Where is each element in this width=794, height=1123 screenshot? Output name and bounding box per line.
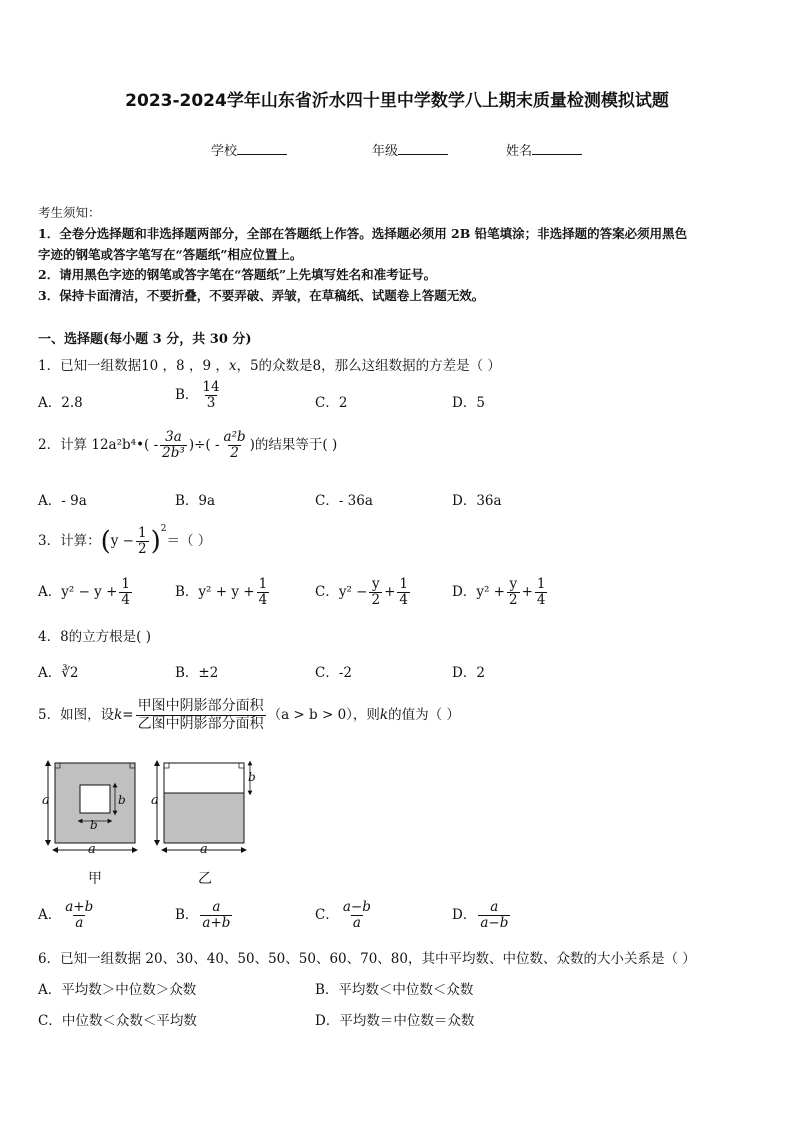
q1-option-d: D．5	[452, 395, 485, 411]
q4-option-c: C．-2	[315, 665, 352, 681]
q3-option-b: B．y² + y + $\frac{1}{4}$	[175, 576, 268, 608]
question-6-stem: 6．已知一组数据 20、30、40、50、50、50、60、70、80，其中平均数、中位数、众数的大小关系是（ ）	[38, 951, 696, 967]
q4-option-b: B．±2	[175, 665, 219, 681]
notice-item-3: 3．保持卡面清洁，不要折叠，不要弄破、弄皱，在草稿纸、试题卷上答题无效。	[38, 288, 485, 303]
q5-option-d: D． $\frac{a}{a-b}$	[452, 899, 509, 931]
notice-heading: 考生须知：	[38, 205, 101, 220]
question-5-stem: 5．如图，设k= $\frac{\text{甲图中阴影部分面积}}{\text{乙图中阴影部分面积}}$ （a > b > 0），则k的值为（ ）	[38, 698, 460, 732]
notice-item-1-line-2: 字迹的钢笔或答字笔写在“答题纸”相应位置上。	[38, 247, 303, 262]
q6-option-a: A．平均数＞中位数＞众数	[38, 982, 197, 998]
q1-option-b: B． $\frac{14}{3}$	[175, 379, 220, 411]
q3-option-a: A．y² − y + $\frac{1}{4}$	[38, 576, 131, 608]
q2-option-c: C．- 36a	[315, 493, 373, 509]
q2-option-d: D．36a	[452, 493, 502, 509]
notice-item-2: 2．请用黑色字迹的钢笔或答字笔在“答题纸”上先填写姓名和准考证号。	[38, 267, 437, 282]
q5-option-a: A． $\frac{a+b}{a}$	[38, 899, 94, 931]
q6-option-b: B．平均数＜中位数＜众数	[315, 982, 474, 998]
label-b-jia-bottom: b	[90, 818, 98, 832]
q2-option-a: A．- 9a	[38, 493, 87, 509]
label-a-yi-bottom: a	[200, 842, 208, 857]
q1-option-a: A．2.8	[38, 395, 83, 411]
q6-option-d: D．平均数＝中位数＝众数	[315, 1013, 475, 1029]
q3-option-d: D．y² + $\frac{y}{2}$ + $\frac{1}{4}$	[452, 576, 546, 608]
grade-field: 年级	[372, 140, 448, 159]
top-white-strip	[164, 763, 244, 793]
question-2-stem: 2．计算 12a²b⁴•( - $\frac{3a}{\text{2b³}}$ )÷( - $\frac{\text{a²b}}{2}$ )的结果等于( )	[38, 429, 338, 461]
question-1-stem: 1．已知一组数据10 ，8 ，9 ，x，5的众数是8，那么这组数据的方差是（ ）	[38, 358, 501, 374]
notice-item-1-line-1: 1．全卷分选择题和非选择题两部分，全部在答题纸上作答。选择题必须用 2B 铅笔填涂；非选择题的答案必须用黑色	[38, 226, 688, 241]
bottom-shaded-rect	[164, 793, 244, 843]
q5-option-b: B． $\frac{a}{a+b}$	[175, 899, 231, 931]
question-3-stem: 3．计算：(y − $\frac{1}{2}$ )$^2$＝（ ）	[38, 524, 212, 557]
figure-caption-yi: 乙	[198, 871, 212, 887]
page-title: 2023-2024学年山东省沂水四十里中学数学八上期末质量检测模拟试题	[125, 91, 669, 111]
figure-caption-jia: 甲	[88, 871, 102, 887]
label-a-jia-left: a	[42, 793, 50, 808]
section-heading: 一、选择题(每小题 3 分，共 30 分)	[38, 332, 252, 347]
q4-option-a: A．∛2	[38, 665, 79, 681]
label-a-yi-left: a	[151, 793, 159, 808]
q3-option-c: C．y² − $\frac{y}{2}$ + $\frac{1}{4}$	[315, 576, 408, 608]
q2-option-b: B．9a	[175, 493, 216, 509]
label-b-jia-right: b	[118, 793, 126, 807]
q5-option-c: C． $\frac{a-b}{a}$	[315, 899, 371, 931]
school-field: 学校	[211, 140, 287, 159]
question-4-stem: 4．8的立方根是( )	[38, 629, 152, 645]
label-b-yi-right: b	[248, 770, 256, 784]
q6-option-c: C．中位数＜众数＜平均数	[38, 1013, 197, 1029]
label-a-jia-bottom: a	[88, 842, 96, 857]
name-field: 姓名	[506, 140, 582, 159]
q4-option-d: D．2	[452, 665, 485, 681]
q1-option-c: C．2	[315, 395, 348, 411]
inner-square-hole	[80, 785, 110, 813]
